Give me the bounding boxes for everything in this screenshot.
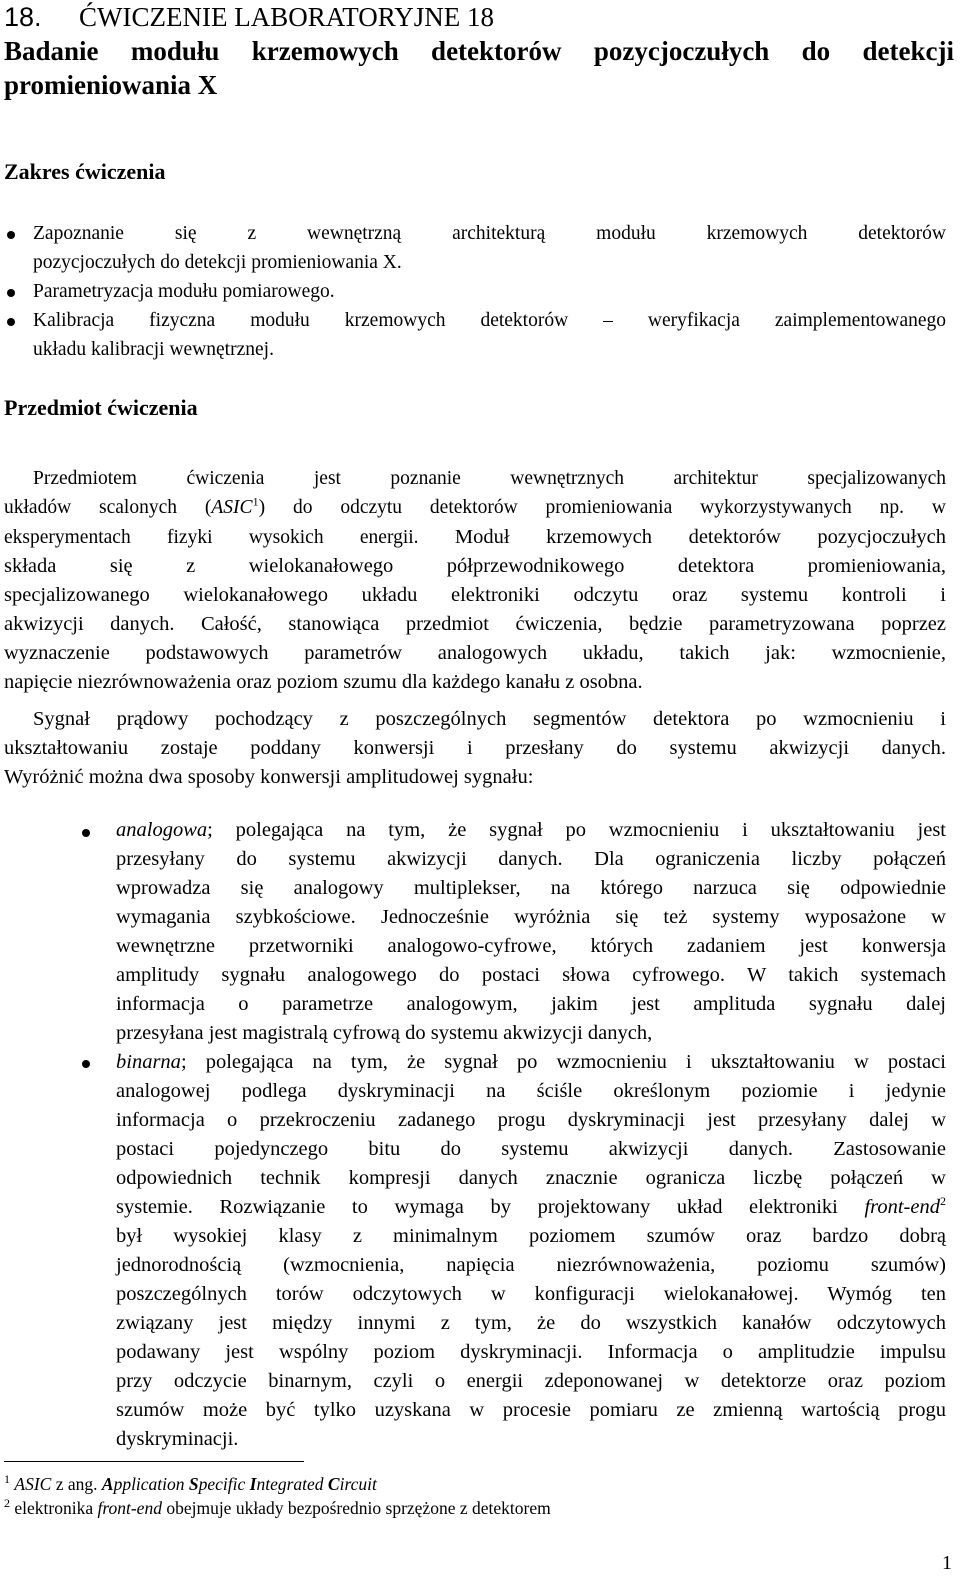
binary-line-14: dyskryminacji.: [116, 1428, 239, 1450]
analog-line-5: wewnętrzne przetworniki analogowo-cyfrowe, których zadaniem jest konwersja: [116, 935, 946, 957]
subject-p1-line-7: wyznaczenie podstawowych parametrów analogowych układu, takich jak: wzmocnienie,: [4, 642, 946, 664]
subject-p2-line-3: Wyróżnić można dwa sposoby konwersji amplitudowej sygnału:: [4, 766, 534, 788]
analog-line-3: wprowadza się analogowy multiplekser, na którego narzuca się odpowiednie: [116, 877, 946, 899]
binary-line-3: informacja o przekroczeniu zadanego progu dyskryminacji jest przesyłany dalej w: [116, 1109, 946, 1131]
binary-line-11: podawany jest wspólny poziom dyskryminacji. Informacja o amplitudzie impulsu: [116, 1341, 946, 1363]
scope-item-3-line-2: układu kalibracji wewnętrznej.: [33, 339, 274, 360]
analog-term: analogowa: [116, 819, 208, 841]
binary-line-4: postaci pojedynczego bitu do systemu akwizycji danych. Zastosowanie: [116, 1138, 946, 1160]
bullet-icon: [7, 318, 15, 326]
binary-line-6: systemie. Rozwiązanie to wymaga by projektowany układ elektroniki front-end$^2$: [116, 1194, 946, 1218]
binary-line-1: binarna; polegająca na tym, że sygnał po wzmocnieniu i ukształtowaniu w postaci: [116, 1051, 946, 1073]
analog-line-8: przesyłana jest magistralą cyfrową do systemu akwizycji danych,: [116, 1022, 653, 1044]
subject-p1-line-8: napięcie niezrównoważenia oraz poziom szumu dla każdego kanału z osobna.: [4, 671, 643, 693]
front-end-term: front-end: [864, 1196, 940, 1218]
chapter-title: [4, 0, 954, 34]
analog-line-4: wymagania szybkościowe. Jednocześnie wyróżnia się też systemy wyposażone w: [116, 906, 946, 928]
scope-item-1-line-2: pozycjoczułych do detekcji promieniowania X.: [33, 252, 402, 273]
subject-p2-line-2: ukształtowaniu zostaje poddany konwersji i przesłany do systemu akwizycji danych.: [4, 737, 946, 759]
binary-line-2: analogowej podlega dyskryminacji na ściśle określonym poziomie i jedynie: [116, 1080, 946, 1102]
subject-p1-line-5: specjalizowanego wielokanałowego układu elektroniki odczytu oraz systemu kontroli i: [4, 584, 946, 606]
bullet-icon: [7, 231, 15, 239]
subject-p1-line-4: składa się z wielokanałowego półprzewodnikowego detektora promieniowania,: [4, 555, 946, 577]
analog-line-2: przesyłany do systemu akwizycji danych. Dla ograniczenia liczby połączeń: [116, 848, 946, 870]
asic-term: ASIC: [211, 497, 253, 518]
subject-p1-line-1: Przedmiotem ćwiczenia jest poznanie wewnętrznych architektur specjalizowanych: [33, 468, 946, 489]
binary-line-9: poszczególnych torów odczytowych w konfiguracji wielokanałowej. Wymóg ten: [116, 1283, 946, 1305]
binary-line-7: był wysokiej klasy z minimalnym poziomem szumów oraz bardzo dobrą: [116, 1225, 946, 1247]
binary-line-13: szumów może być tylko uzyskana w procesie pomiaru ze zmienną wartością progu: [116, 1399, 946, 1421]
chapter-number: 18.: [4, 2, 42, 32]
scope-heading: Zakres ćwiczenia: [4, 159, 166, 184]
bullet-icon: [7, 289, 15, 297]
chapter-subtitle-line-2: promieniowania X: [4, 70, 218, 100]
footnote-1: $^1$ ASIC z ang. Application Specific Integrated Circuit: [4, 1472, 377, 1494]
binary-line-10: związany jest między innymi z tym, że do wszystkich kanałów odczytowych: [116, 1312, 946, 1334]
chapter-title-text: ĆWICZENIE LABORATORYJNE 18: [79, 2, 495, 32]
analog-line-7: informacja o parametrze analogowym, jakim jest amplituda sygnału dalej: [116, 993, 946, 1015]
bullet-icon: [82, 829, 90, 837]
subject-p1-line-2: układów scalonych (ASIC$^1$) do odczytu detektorów promieniowania wykorzystywanych np. w: [4, 494, 946, 518]
subject-p1-line-3: eksperymentach fizyki wysokich energii. Moduł krzemowych detektorów pozycjoczułych: [4, 526, 946, 548]
chapter-subtitle-line-1: Badanie modułu krzemowych detektorów pozycjoczułych do detekcji: [4, 36, 954, 66]
subject-p1-line-6: akwizycji danych. Całość, stanowiąca przedmiot ćwiczenia, będzie parametryzowana poprzez: [4, 613, 946, 635]
footnote-2: $^2$ elektronika front-end obejmuje układy bezpośrednio sprzężone z detektorem: [4, 1496, 551, 1518]
binary-line-8: jednorodnością (wzmocnienia, napięcia niezrównoważenia, poziomu szumów): [116, 1254, 946, 1276]
footnote-divider: [4, 1461, 304, 1462]
analog-line-1: analogowa; polegająca na tym, że sygnał po wzmocnieniu i ukształtowaniu jest: [116, 819, 946, 841]
bullet-icon: [82, 1060, 90, 1068]
binary-line-5: odpowiednich technik kompresji danych znacznie ogranicza liczbę połączeń w: [116, 1167, 946, 1189]
subject-heading: Przedmiot ćwiczenia: [4, 395, 198, 420]
subject-p2-line-1: Sygnał prądowy pochodzący z poszczególnych segmentów detektora po wzmocnieniu i: [33, 708, 946, 730]
page-number: 1: [942, 1552, 952, 1574]
scope-item-1-line-1: Zapoznanie się z wewnętrzną architekturą modułu krzemowych detektorów: [33, 223, 946, 244]
scope-item-2: Parametryzacja modułu pomiarowego.: [33, 281, 335, 302]
binary-line-12: przy odczycie binarnym, czyli o energii zdeponowanej w detektorze oraz poziom: [116, 1370, 946, 1392]
analog-line-6: amplitudy sygnału analogowego do postaci słowa cyfrowego. W takich systemach: [116, 964, 946, 986]
binary-term: binarna: [116, 1051, 181, 1073]
footnote-ref-2: 2: [940, 1194, 946, 1209]
scope-item-3-line-1: Kalibracja fizyczna modułu krzemowych detektorów – weryfikacja zaimplementowanego: [33, 310, 946, 331]
footnote-ref-1: 1: [252, 494, 259, 509]
